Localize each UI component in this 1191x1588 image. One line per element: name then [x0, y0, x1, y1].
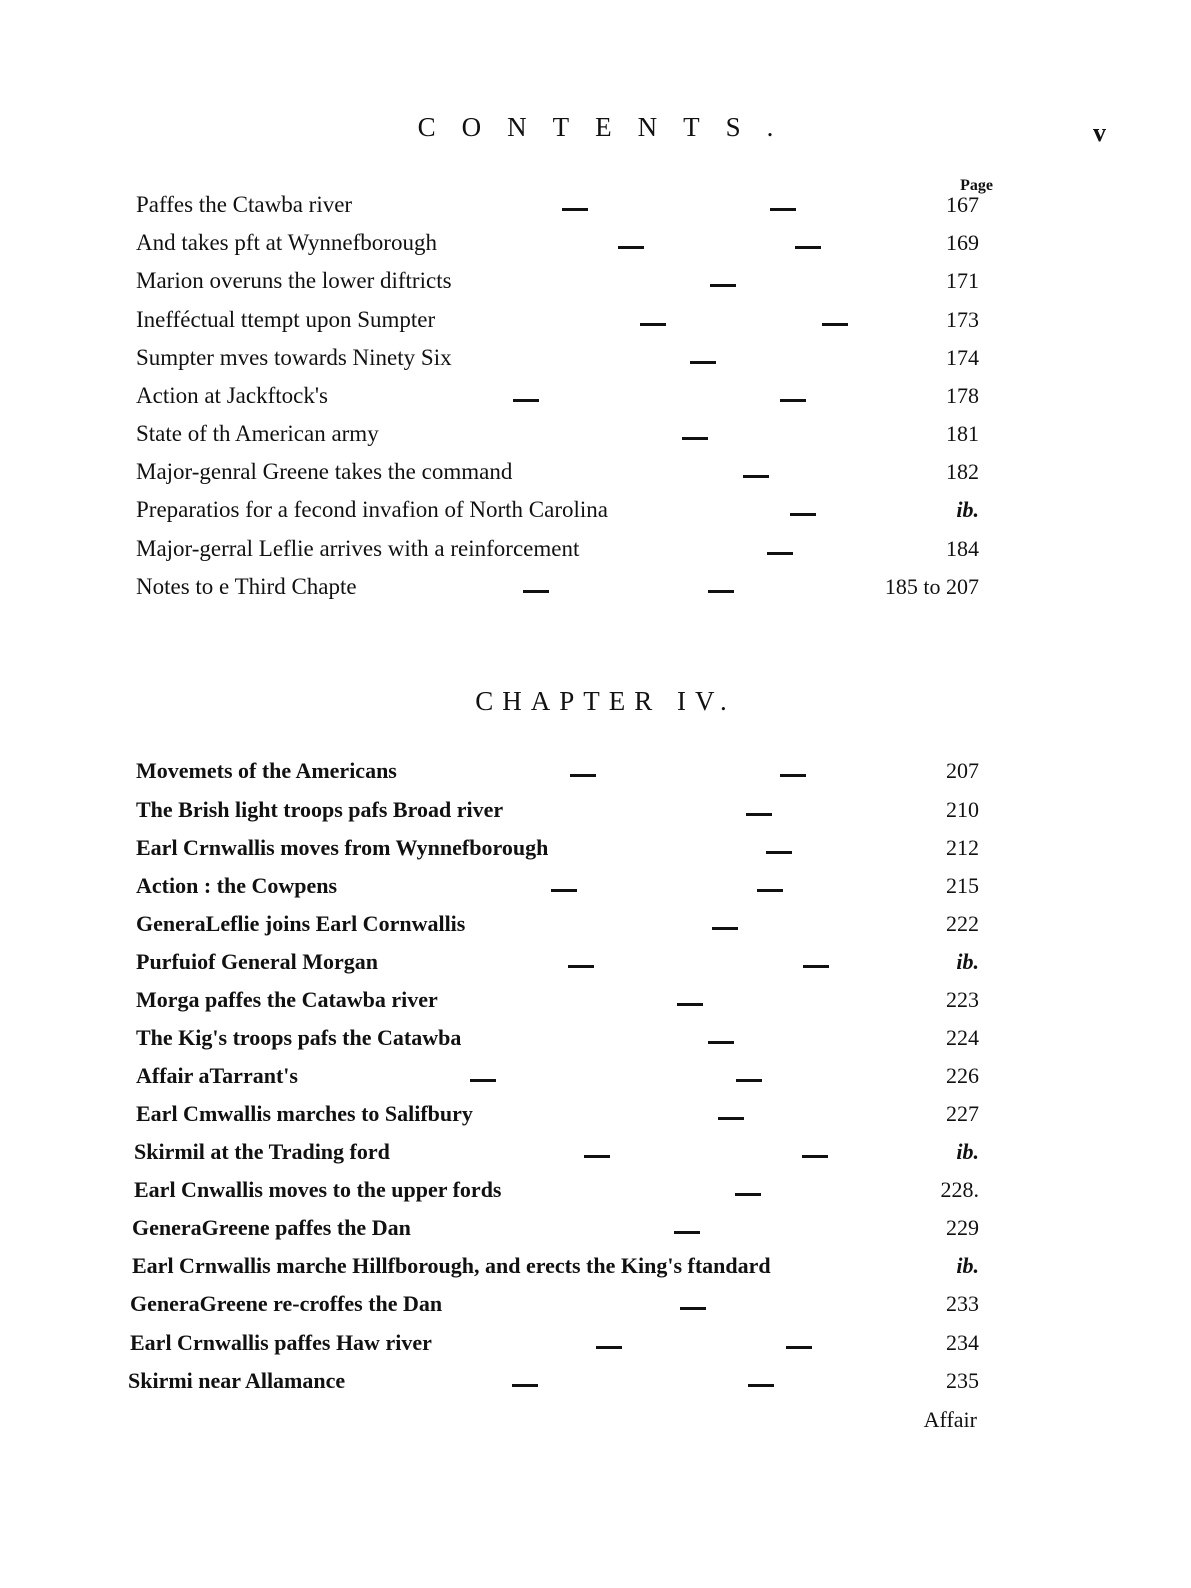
toc-entry-title: Major-gerral Leflie arrives with a reinforcement: [136, 536, 580, 561]
toc-entry: [0, 797, 1191, 833]
leader-dash: [803, 965, 829, 968]
toc-entry: [0, 536, 1191, 572]
toc-entry-title: Purfuiof General Morgan: [136, 949, 378, 974]
toc-entry: [0, 835, 1191, 871]
leader-dash: [718, 1117, 744, 1120]
toc-entry: [0, 1063, 1191, 1099]
toc-entry: [0, 230, 1191, 266]
toc-entry-title: And takes pft at Wynnefborough: [136, 230, 437, 255]
toc-entry: [0, 1253, 1191, 1289]
leader-dash: [757, 889, 783, 892]
leader-dash: [708, 1041, 734, 1044]
toc-entry-title: Skirmi near Allamance: [128, 1368, 346, 1393]
toc-entry: [0, 758, 1191, 794]
toc-entry-page: 167: [946, 192, 979, 217]
page-column-label: Page: [960, 177, 993, 194]
toc-entry-page: 212: [946, 835, 979, 860]
leader-dash: [710, 284, 736, 287]
leader-dash: [780, 774, 806, 777]
leader-dash: [551, 889, 577, 892]
leader-dash: [822, 323, 848, 326]
toc-entry-page: 174: [946, 345, 979, 370]
toc-entry-title: Notes to e Third Chapte: [136, 574, 357, 599]
catchword: Affair: [923, 1407, 977, 1432]
leader-dash: [523, 590, 549, 593]
leader-dash: [584, 1155, 610, 1158]
toc-entry: [0, 1101, 1191, 1137]
toc-entry-page: ib.: [956, 949, 979, 974]
toc-entry: [0, 873, 1191, 909]
chapter-heading: CHAPTER IV.: [475, 686, 736, 716]
toc-entry-page: 210: [946, 797, 979, 822]
leader-dash: [708, 590, 734, 593]
toc-entry-page: 226: [946, 1063, 979, 1088]
toc-entry-title: The Brish light troops pafs Broad river: [136, 797, 504, 822]
leader-dash: [746, 813, 772, 816]
toc-entry-page: 223: [946, 987, 979, 1012]
toc-entry: [0, 345, 1191, 381]
leader-dash: [512, 1384, 538, 1387]
toc-entry-title: GeneraGreene paffes the Dan: [132, 1215, 411, 1240]
toc-entry-title: Action at Jackftock's: [136, 383, 328, 408]
toc-entry: [0, 497, 1191, 533]
toc-entry-page: 234: [946, 1330, 979, 1355]
leader-dash: [712, 927, 738, 930]
toc-entry-page: 169: [946, 230, 979, 255]
toc-entry-page: 185 to 207: [884, 574, 979, 599]
leader-dash: [748, 1384, 774, 1387]
toc-entry: [0, 383, 1191, 419]
leader-dash: [562, 208, 588, 211]
leader-dash: [767, 552, 793, 555]
leader-dash: [786, 1346, 812, 1349]
toc-entry-page: 178: [946, 383, 979, 408]
leader-dash: [790, 513, 816, 516]
leader-dash: [770, 208, 796, 211]
leader-dash: [680, 1307, 706, 1310]
toc-entry-title: Major-genral Greene takes the command: [136, 459, 513, 484]
toc-entry-title: Earl Crnwallis marche Hillfborough, and erects the King's ftandard: [132, 1253, 771, 1278]
toc-entry-page: 181: [946, 421, 979, 446]
toc-entry-page: 184: [946, 536, 979, 561]
toc-entry-page: 228.: [940, 1177, 979, 1202]
toc-entry: [0, 192, 1191, 228]
toc-entry: [0, 421, 1191, 457]
toc-entry: [0, 1215, 1191, 1251]
toc-entry-title: Earl Crnwallis paffes Haw river: [130, 1330, 432, 1355]
toc-entry-title: Paffes the Ctawba river: [136, 192, 353, 217]
leader-dash: [736, 1079, 762, 1082]
leader-dash: [682, 437, 708, 440]
leader-dash: [743, 475, 769, 478]
toc-entry: [0, 1330, 1191, 1366]
toc-entry-page: 235: [946, 1368, 979, 1393]
toc-entry-page: 229: [946, 1215, 979, 1240]
toc-entry-title: Preparatios for a fecond invafion of North Carolina: [136, 497, 608, 522]
toc-entry: [0, 949, 1191, 985]
toc-entry: [0, 574, 1191, 610]
leader-dash: [780, 399, 806, 402]
leader-dash: [640, 323, 666, 326]
toc-entry-title: Earl Cmwallis marches to Salifbury: [136, 1101, 473, 1126]
leader-dash: [596, 1346, 622, 1349]
toc-entry: [0, 459, 1191, 495]
toc-entry-page: 182: [946, 459, 979, 484]
toc-entry-title: Earl Cnwallis moves to the upper fords: [134, 1177, 502, 1202]
toc-entry-page: ib.: [956, 1253, 979, 1278]
toc-entry-page: 207: [946, 758, 979, 783]
toc-entry-title: Sumpter mves towards Ninety Six: [136, 345, 452, 370]
toc-entry-title: The Kig's troops pafs the Catawba: [136, 1025, 462, 1050]
toc-entry-page: 173: [946, 307, 979, 332]
leader-dash: [795, 246, 821, 249]
toc-entry-page: 227: [946, 1101, 979, 1126]
toc-entry-title: Movemets of the Americans: [136, 758, 397, 783]
leader-dash: [674, 1231, 700, 1234]
toc-entry-page: 222: [946, 911, 979, 936]
toc-entry-page: 224: [946, 1025, 979, 1050]
toc-entry-title: Action : the Cowpens: [136, 873, 338, 898]
toc-entry-page: 233: [946, 1291, 979, 1316]
toc-entry-page: ib.: [956, 497, 979, 522]
toc-entry: [0, 1291, 1191, 1327]
toc-entry-title: Marion overuns the lower diftricts: [136, 268, 452, 293]
toc-entry-page: 171: [946, 268, 979, 293]
toc-entry: [0, 268, 1191, 304]
toc-entry: [0, 1139, 1191, 1175]
toc-entry-title: Affair aTarrant's: [136, 1063, 298, 1088]
toc-entry-page: ib.: [956, 1139, 979, 1164]
toc-entry-title: Earl Crnwallis moves from Wynnefborough: [136, 835, 549, 860]
toc-entry-title: GeneraGreene re-croffes the Dan: [130, 1291, 443, 1316]
toc-entry-title: Morga paffes the Catawba river: [136, 987, 438, 1012]
toc-entry-title: State of th American army: [136, 421, 379, 446]
leader-dash: [766, 851, 792, 854]
toc-entry: [0, 987, 1191, 1023]
toc-entry: [0, 1368, 1191, 1404]
leader-dash: [568, 965, 594, 968]
toc-entry: [0, 307, 1191, 343]
leader-dash: [690, 361, 716, 364]
toc-entry-title: Inefféctual ttempt upon Sumpter: [136, 307, 436, 332]
toc-entry: [0, 911, 1191, 947]
toc-entry-title: Skirmil at the Trading ford: [134, 1139, 390, 1164]
running-head: CONTENTS.: [417, 112, 800, 142]
leader-dash: [470, 1079, 496, 1082]
toc-entry: [0, 1177, 1191, 1213]
toc-entry: [0, 1025, 1191, 1061]
toc-entry-title: GeneraLeflie joins Earl Cornwallis: [136, 911, 466, 936]
toc-entry-page: 215: [946, 873, 979, 898]
leader-dash: [802, 1155, 828, 1158]
page-signature: v: [1093, 118, 1106, 147]
leader-dash: [570, 774, 596, 777]
leader-dash: [735, 1193, 761, 1196]
leader-dash: [513, 399, 539, 402]
leader-dash: [677, 1003, 703, 1006]
leader-dash: [618, 246, 644, 249]
